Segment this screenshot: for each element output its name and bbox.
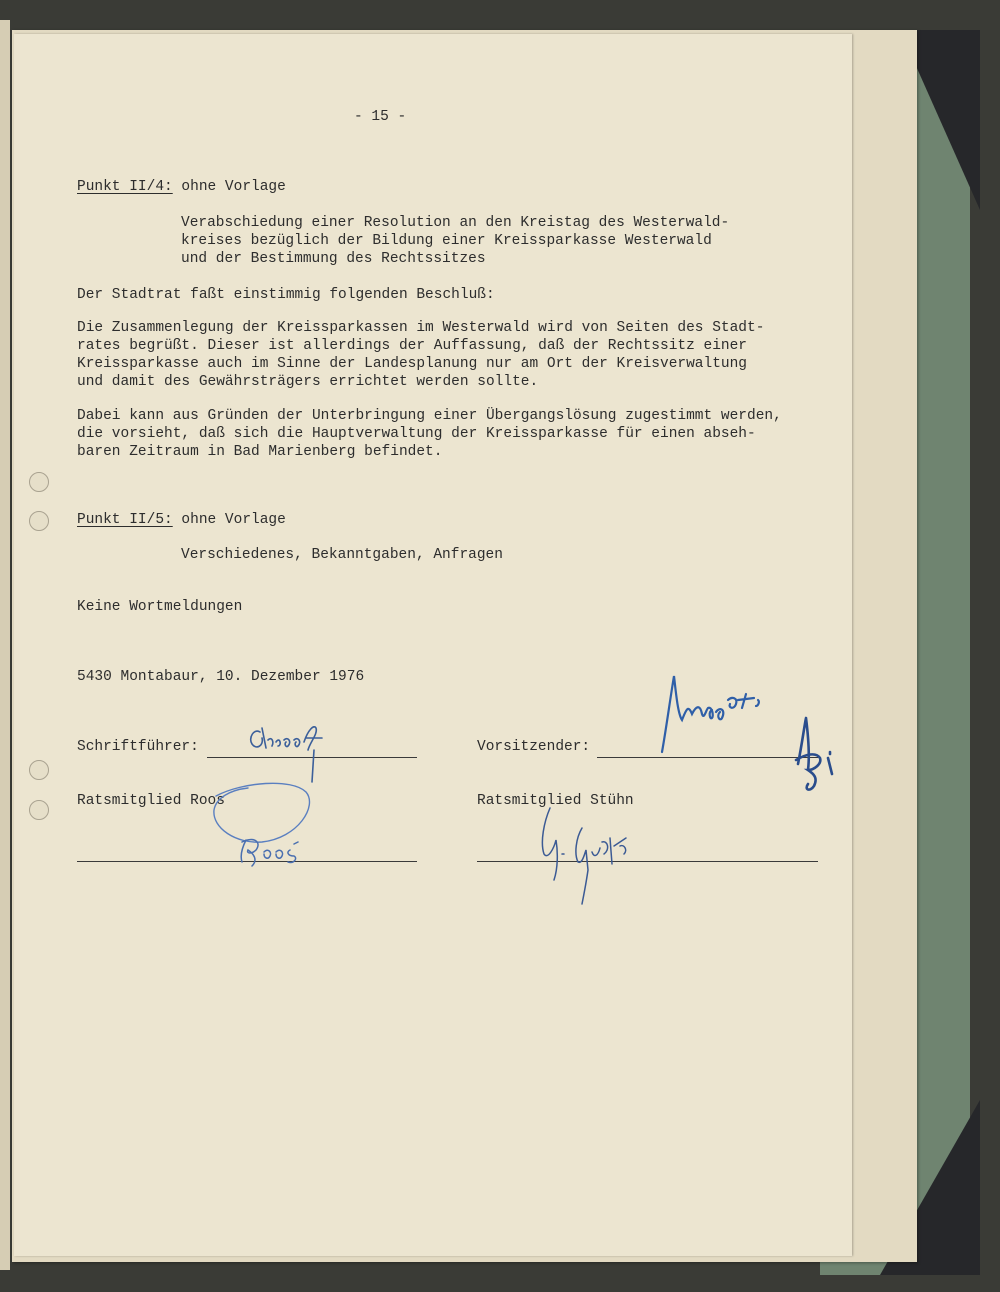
item4-label: Punkt II/4: bbox=[77, 179, 173, 195]
item5-note: ohne Vorlage bbox=[181, 512, 286, 528]
resolution-intro: Der Stadtrat faßt einstimmig folgenden Beschluß: bbox=[77, 287, 495, 303]
member1-label: Ratsmitglied Roos bbox=[77, 793, 225, 809]
secretary-label: Schriftführer: bbox=[77, 739, 199, 755]
item4-note: ohne Vorlage bbox=[181, 179, 286, 195]
initials-mark bbox=[792, 714, 842, 804]
punch-hole bbox=[29, 760, 49, 780]
paragraph2-line: Dabei kann aus Gründen der Unterbringung einer Übergangslösung zugestimmt werden, bbox=[77, 408, 782, 424]
punch-hole bbox=[29, 511, 49, 531]
punch-hole bbox=[29, 472, 49, 492]
member2-signature bbox=[522, 798, 662, 908]
place-date: 5430 Montabaur, 10. Dezember 1976 bbox=[77, 669, 365, 685]
item4-subject-line: kreises bezüglich der Bildung einer Kreissparkasse Westerwald bbox=[181, 233, 712, 249]
facing-page-edge bbox=[0, 20, 10, 1270]
paragraph2-line: die vorsieht, daß sich die Hauptverwaltung der Kreissparkasse für einen abseh- bbox=[77, 426, 756, 442]
item5-heading bbox=[77, 512, 286, 530]
paragraph1-line: Die Zusammenlegung der Kreissparkassen im Westerwald wird von Seiten des Stadt- bbox=[77, 320, 765, 336]
paragraph1-line: und damit des Gewährsträgers errichtet werden sollte. bbox=[77, 374, 539, 390]
item4-subject-line: Verabschiedung einer Resolution an den Kreistag des Westerwald- bbox=[181, 215, 730, 231]
member1-signature bbox=[202, 778, 362, 878]
page-number: - 15 - bbox=[354, 109, 407, 125]
item4-subject-line: und der Bestimmung des Rechtssitzes bbox=[181, 251, 486, 267]
chair-label: Vorsitzender: bbox=[477, 739, 591, 755]
paragraph1-line: rates begrüßt. Dieser ist allerdings der Auffassung, daß der Rechtssitz einer bbox=[77, 338, 748, 354]
item5-label: Punkt II/5: bbox=[77, 512, 173, 528]
document-page bbox=[14, 34, 852, 1256]
item4-heading bbox=[77, 179, 286, 197]
chair-signature bbox=[642, 670, 792, 760]
paragraph1-line: Kreissparkasse auch im Sinne der Landesplanung nur am Ort der Kreisverwaltung bbox=[77, 356, 748, 372]
member2-label: Ratsmitglied Stühn bbox=[477, 793, 634, 809]
punch-hole bbox=[29, 800, 49, 820]
paragraph2-line: baren Zeitraum in Bad Marienberg befindet. bbox=[77, 444, 443, 460]
item5-subject: Verschiedenes, Bekanntgaben, Anfragen bbox=[181, 547, 503, 563]
item5-body: Keine Wortmeldungen bbox=[77, 599, 243, 615]
